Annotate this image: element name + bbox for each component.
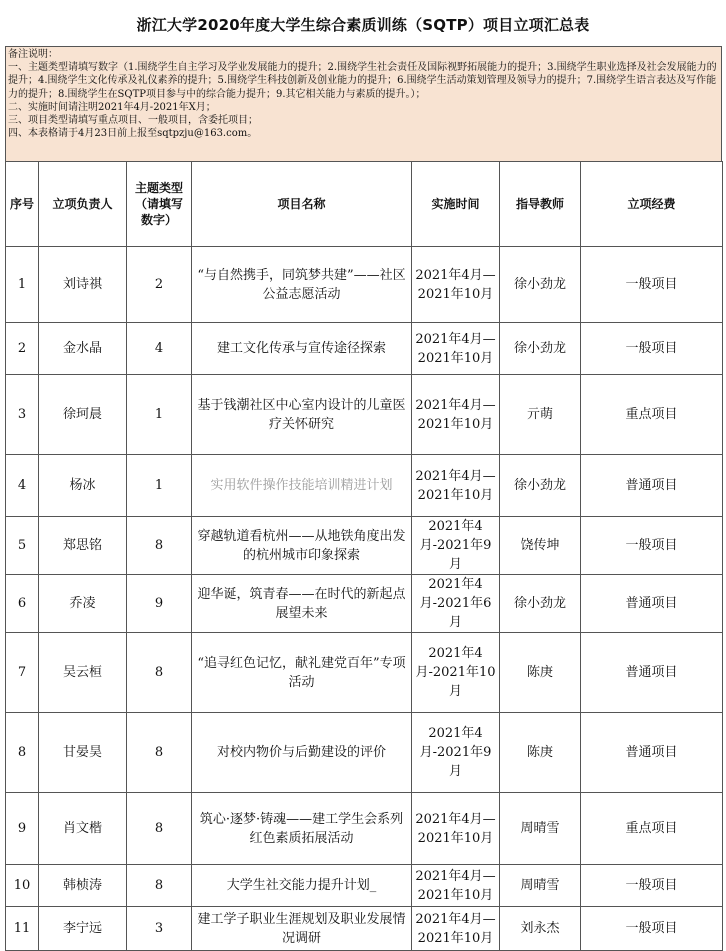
time-cell: 2021年4月—2021年10月 xyxy=(412,323,500,375)
notes-line: 一、主题类型请填写数字（1.围绕学生自主学习及学业发展能力的提升；2.围绕学生社会责任及国际视野拓展能力的提升；3.围绕学生职业选择及社会发展能力的提升；4.围绕学生文化传承及礼仪素养的提升；5.围绕学生科技创新及创业能力的提升；6.围绕学生活动策划管理及领导力的提升；7.围绕学生语言表达及写作能力的提升；8.围绕学生在SQTP项目参与中的综合能力提升；9.其它相关能力与素质的提升。）； xyxy=(8,62,717,100)
time-cell: 2021年4月—2021年10月 xyxy=(412,375,500,455)
budget-cell: 普通项目 xyxy=(581,575,723,633)
leader-cell: 甘晏昊 xyxy=(39,713,127,793)
row-number: 1 xyxy=(6,247,39,323)
sheet-title: 浙江大学2020年度大学生综合素质训练（SQTP）项目立项汇总表 xyxy=(136,16,590,34)
time-cell: 2021年4月-2021年9月 xyxy=(412,517,500,575)
row-number: 3 xyxy=(6,375,39,455)
row-number: 2 xyxy=(6,323,39,375)
budget-cell: 重点项目 xyxy=(581,793,723,865)
leader-cell: 杨冰 xyxy=(39,455,127,517)
header-cell: 立项经费 xyxy=(581,162,723,247)
leader-cell: 肖文楷 xyxy=(39,793,127,865)
theme-cell: 1 xyxy=(127,375,192,455)
project-name-cell: 建工文化传承与宣传途径探索 xyxy=(192,323,412,375)
table-row xyxy=(6,907,723,951)
header-cell: 项目名称 xyxy=(192,162,412,247)
time-cell: 2021年4月—2021年10月 xyxy=(412,865,500,907)
teacher-cell: 陈庚 xyxy=(500,713,581,793)
teacher-cell: 刘永杰 xyxy=(500,907,581,951)
budget-cell: 一般项目 xyxy=(581,323,723,375)
project-name-cell: 筑心·逐梦·铸魂——建工学生会系列红色素质拓展活动 xyxy=(192,793,412,865)
teacher-cell: 亓萌 xyxy=(500,375,581,455)
project-table xyxy=(5,161,723,951)
table-row xyxy=(6,323,723,375)
leader-cell: 郑思铭 xyxy=(39,517,127,575)
notes-heading: 备注说明： xyxy=(8,49,58,60)
project-name-cell: 穿越轨道看杭州——从地铁角度出发的杭州城市印象探索 xyxy=(192,517,412,575)
leader-cell: 刘诗祺 xyxy=(39,247,127,323)
table-row xyxy=(6,517,723,575)
notes-box xyxy=(5,46,722,162)
table-row xyxy=(6,865,723,907)
time-cell: 2021年4月—2021年10月 xyxy=(412,907,500,951)
notes-line: 四、本表格请于4月23日前上报至sqtpzju@163.com。 xyxy=(8,128,258,140)
theme-cell: 3 xyxy=(127,907,192,951)
row-number: 8 xyxy=(6,713,39,793)
theme-cell: 8 xyxy=(127,865,192,907)
project-name-cell: 对校内物价与后勤建设的评价 xyxy=(192,713,412,793)
budget-cell: 一般项目 xyxy=(581,517,723,575)
project-name-cell: 建工学子职业生涯规划及职业发展情况调研 xyxy=(192,907,412,951)
row-number: 4 xyxy=(6,455,39,517)
table-row xyxy=(6,793,723,865)
leader-cell: 金水晶 xyxy=(39,323,127,375)
table-row xyxy=(6,633,723,713)
table-row xyxy=(6,713,723,793)
header-cell: 实施时间 xyxy=(412,162,500,247)
time-cell: 2021年4月—2021年10月 xyxy=(412,247,500,323)
leader-cell: 李宁远 xyxy=(39,907,127,951)
theme-cell: 9 xyxy=(127,575,192,633)
row-number: 6 xyxy=(6,575,39,633)
budget-cell: 一般项目 xyxy=(581,865,723,907)
row-number: 7 xyxy=(6,633,39,713)
teacher-cell: 徐小劲龙 xyxy=(500,247,581,323)
header-cell: 序号 xyxy=(6,162,39,247)
header-row xyxy=(6,162,723,247)
time-cell: 2021年4月-2021年9月 xyxy=(412,713,500,793)
theme-cell: 2 xyxy=(127,247,192,323)
teacher-cell: 徐小劲龙 xyxy=(500,455,581,517)
time-cell: 2021年4月-2021年6月 xyxy=(412,575,500,633)
project-name-cell: “与自然携手，同筑梦共建”——社区公益志愿活动 xyxy=(192,247,412,323)
teacher-cell: 饶传坤 xyxy=(500,517,581,575)
budget-cell: 普通项目 xyxy=(581,455,723,517)
table-row xyxy=(6,375,723,455)
budget-cell: 普通项目 xyxy=(581,713,723,793)
budget-cell: 一般项目 xyxy=(581,247,723,323)
theme-cell: 1 xyxy=(127,455,192,517)
theme-cell: 8 xyxy=(127,793,192,865)
project-name-cell: 实用软件操作技能培训精进计划 xyxy=(192,455,412,517)
theme-cell: 8 xyxy=(127,713,192,793)
theme-cell: 8 xyxy=(127,633,192,713)
row-number: 10 xyxy=(6,865,39,907)
leader-cell: 吴云桓 xyxy=(39,633,127,713)
row-number: 11 xyxy=(6,907,39,951)
project-name-cell: 迎华诞，筑青春——在时代的新起点展望未来 xyxy=(192,575,412,633)
time-cell: 2021年4月-2021年10月 xyxy=(412,633,500,713)
budget-cell: 重点项目 xyxy=(581,375,723,455)
notes-line: 三、项目类型请填写重点项目、一般项目，含委托项目； xyxy=(8,115,258,127)
header-cell: 指导教师 xyxy=(500,162,581,247)
project-name-cell: 基于钱潮社区中心室内设计的儿童医疗关怀研究 xyxy=(192,375,412,455)
header-cell: 立项负责人 xyxy=(39,162,127,247)
notes-line: 二、实施时间请注明2021年4月-2021年X月； xyxy=(8,101,216,113)
project-name-cell: “追寻红色记忆，献礼建党百年”专项活动 xyxy=(192,633,412,713)
row-number: 9 xyxy=(6,793,39,865)
theme-cell: 4 xyxy=(127,323,192,375)
table-row xyxy=(6,247,723,323)
time-cell: 2021年4月—2021年10月 xyxy=(412,455,500,517)
budget-cell: 一般项目 xyxy=(581,907,723,951)
leader-cell: 韩桢涛 xyxy=(39,865,127,907)
teacher-cell: 周晴雪 xyxy=(500,793,581,865)
time-cell: 2021年4月—2021年10月 xyxy=(412,793,500,865)
teacher-cell: 徐小劲龙 xyxy=(500,323,581,375)
leader-cell: 徐珂晨 xyxy=(39,375,127,455)
teacher-cell: 周晴雪 xyxy=(500,865,581,907)
teacher-cell: 陈庚 xyxy=(500,633,581,713)
header-cell: 主题类型（请填写数字） xyxy=(127,162,192,247)
leader-cell: 乔凌 xyxy=(39,575,127,633)
table-row xyxy=(6,455,723,517)
project-name-cell: 大学生社交能力提升计划_ xyxy=(192,865,412,907)
row-number: 5 xyxy=(6,517,39,575)
budget-cell: 普通项目 xyxy=(581,633,723,713)
theme-cell: 8 xyxy=(127,517,192,575)
teacher-cell: 徐小劲龙 xyxy=(500,575,581,633)
table-row xyxy=(6,575,723,633)
